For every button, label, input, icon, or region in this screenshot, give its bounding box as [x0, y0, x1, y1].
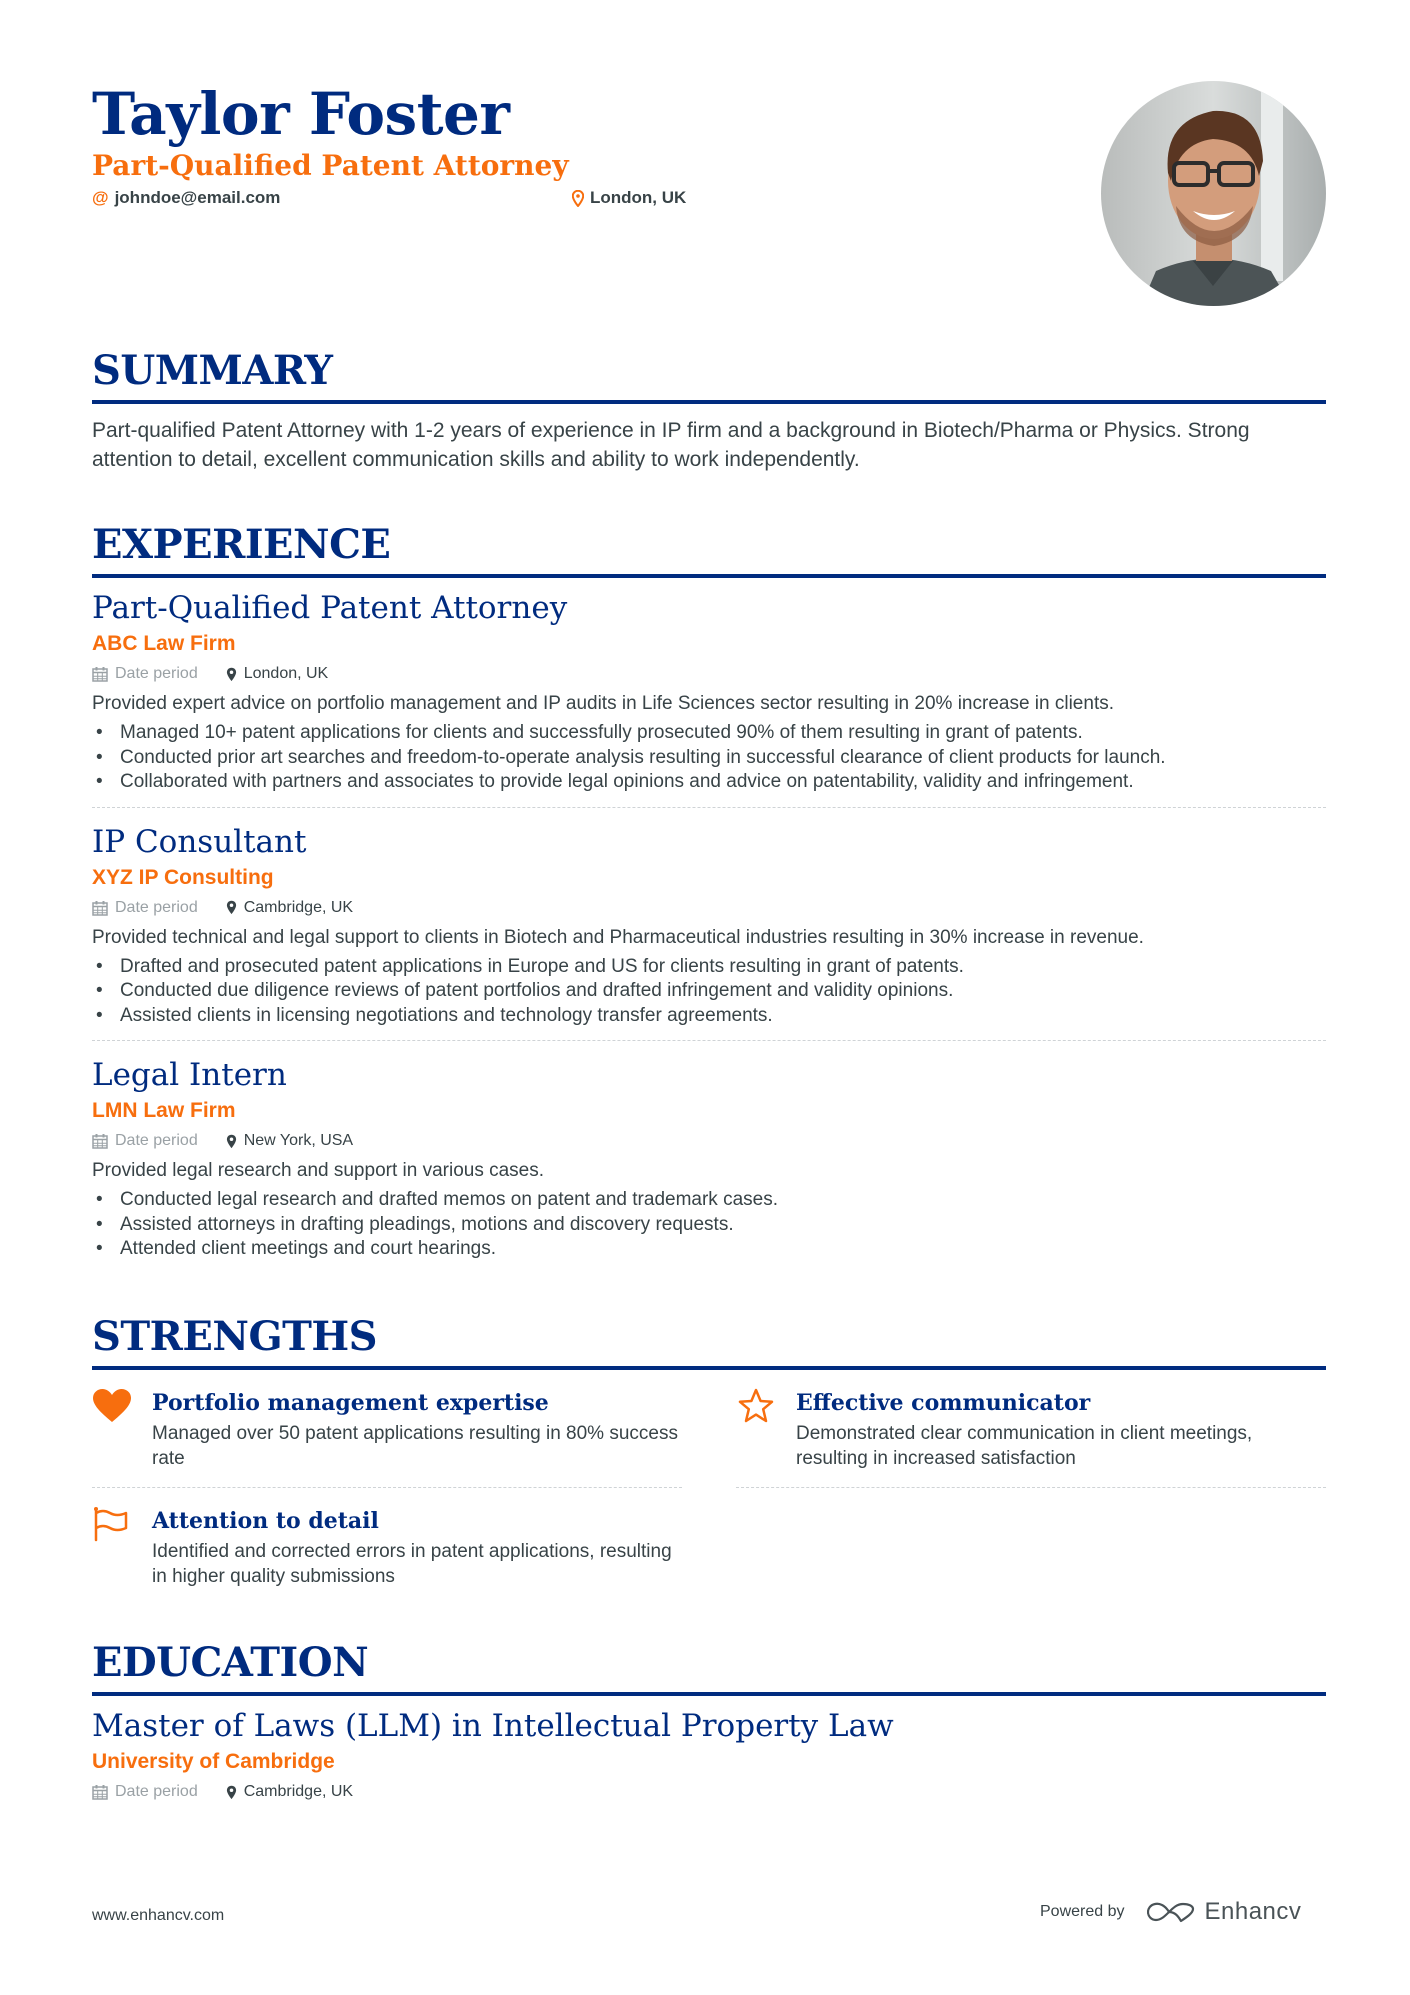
email-text: johndoe@email.com — [114, 188, 281, 207]
map-pin-icon — [226, 900, 237, 915]
strength-item — [736, 1388, 1326, 1488]
job-meta — [92, 896, 1326, 920]
powered-by-label: Powered by — [1040, 1903, 1125, 1920]
company-name: XYZ IP Consulting — [92, 865, 274, 889]
job-description: Provided expert advice on portfolio management and IP audits in Life Sciences sector resulting in 20% increase in clients. — [92, 693, 1115, 714]
map-pin-icon — [572, 190, 584, 207]
bullet-item: • Assisted clients in licensing negotiations and technology transfer agreements. — [92, 1004, 1326, 1029]
strength-title: Portfolio management expertise — [152, 1390, 549, 1416]
summary-text: Part-qualified Patent Attorney with 1-2 years of experience in IP firm and a background in Biotech/Pharma or Physics. Strong attention to detail, excellent communication skills and ability to work independently. — [92, 419, 1250, 471]
education-date — [92, 1780, 198, 1804]
bullet-item: • Conducted prior art searches and freedom-to-operate analysis resulting in successful clearance of client products for launch. — [92, 746, 1326, 771]
calendar-icon — [92, 1133, 108, 1149]
experience-entry — [92, 588, 1326, 808]
footer-website-link[interactable]: www.enhancv.com — [92, 1907, 225, 1924]
bullet-item: • Drafted and prosecuted patent applications in Europe and US for clients resulting in grant of patents. — [92, 955, 1326, 980]
candidate-role: Part-Qualified Patent Attorney — [92, 149, 569, 182]
company-name: ABC Law Firm — [92, 632, 236, 655]
contact-email[interactable] — [92, 188, 280, 208]
job-bullets — [92, 955, 1326, 1029]
profile-photo — [1101, 81, 1326, 306]
job-location — [226, 896, 353, 920]
bullet-item: • Managed 10+ patent applications for clients and successfully prosecuted 90% of them resulting in grant of patents. — [92, 721, 1326, 746]
location-text: Cambridge, UK — [243, 898, 354, 916]
strength-title: Effective communicator — [796, 1390, 1091, 1416]
contact-row — [92, 188, 1032, 214]
calendar-icon — [92, 1784, 108, 1800]
at-sign-icon: @ — [92, 188, 109, 207]
job-meta — [92, 1129, 1326, 1153]
enhancv-logo-icon — [1147, 1900, 1195, 1924]
job-bullets — [92, 721, 1326, 795]
strength-text: Demonstrated clear communication in client meetings, resulting in increased satisfaction — [796, 1423, 1253, 1469]
education-meta — [92, 1780, 1326, 1804]
experience-section — [92, 520, 1326, 1274]
job-meta — [92, 662, 1326, 686]
education-location — [226, 1780, 353, 1804]
job-description: Provided technical and legal support to clients in Biotech and Pharmaceutical industries resulting in 30% increase in revenue. — [92, 926, 1144, 948]
location-text: Cambridge, UK — [243, 1783, 354, 1800]
job-title: IP Consultant — [92, 823, 307, 860]
job-title: Legal Intern — [92, 1057, 287, 1093]
location-text: London, UK — [590, 188, 687, 207]
heart-icon — [92, 1388, 132, 1424]
map-pin-icon — [226, 1785, 237, 1800]
map-pin-icon — [226, 667, 237, 682]
strength-text: Managed over 50 patent applications resulting in 80% success rate — [152, 1423, 678, 1469]
job-location — [226, 662, 329, 686]
experience-entry — [92, 1055, 1326, 1274]
education-section — [92, 1638, 1326, 1816]
section-title-strengths: STRENGTHS — [92, 1313, 378, 1360]
location-text: London, UK — [243, 665, 329, 682]
strengths-grid — [92, 1388, 1326, 1623]
strength-title: Attention to detail — [152, 1508, 379, 1534]
section-divider — [92, 1692, 1326, 1696]
section-divider — [92, 400, 1326, 404]
brand-name: Enhancv — [1204, 1898, 1302, 1925]
job-description: Provided legal research and support in various cases. — [92, 1160, 545, 1181]
resume-header — [92, 78, 1032, 214]
section-divider — [92, 574, 1326, 578]
contact-location — [572, 188, 686, 208]
bullet-item: • Collaborated with partners and associates to provide legal opinions and advice on patentability, validity and infringement. — [92, 770, 1326, 795]
bullet-item: • Assisted attorneys in drafting pleadings, motions and discovery requests. — [92, 1213, 1326, 1238]
section-title-summary: SUMMARY — [92, 347, 333, 394]
degree-title: Master of Laws (LLM) in Intellectual Property Law — [92, 1708, 894, 1744]
date-text: Date period — [115, 898, 198, 916]
bullet-item: • Conducted legal research and drafted memos on patent and trademark cases. — [92, 1188, 1326, 1213]
map-pin-icon — [226, 1134, 237, 1149]
summary-section — [92, 346, 1326, 474]
education-entry — [92, 1706, 1326, 1816]
strength-text: Identified and corrected errors in patent applications, resulting in higher quality submissions — [152, 1541, 672, 1587]
date-text: Date period — [115, 1132, 198, 1149]
job-bullets — [92, 1188, 1326, 1262]
experience-entry — [92, 822, 1326, 1042]
candidate-name: Taylor Foster — [92, 80, 510, 148]
job-title: Part-Qualified Patent Attorney — [92, 590, 568, 626]
date-text: Date period — [115, 1783, 198, 1800]
bullet-item: • Attended client meetings and court hearings. — [92, 1237, 1326, 1262]
strength-item — [92, 1388, 682, 1488]
calendar-icon — [92, 666, 108, 682]
job-date — [92, 1129, 198, 1153]
section-title-experience: EXPERIENCE — [92, 521, 391, 568]
job-date — [92, 896, 198, 920]
section-divider — [92, 1366, 1326, 1370]
footer-branding — [1040, 1898, 1301, 1926]
location-text: New York, USA — [243, 1132, 354, 1149]
avatar-image — [1101, 81, 1326, 306]
section-title-education: EDUCATION — [92, 1639, 369, 1686]
star-icon — [736, 1388, 776, 1424]
bullet-item: • Conducted due diligence reviews of patent portfolios and drafted infringement and validity opinions. — [92, 979, 1326, 1004]
flag-icon — [92, 1506, 132, 1542]
job-date — [92, 662, 198, 686]
job-location — [226, 1129, 353, 1153]
enhancv-logo[interactable] — [1147, 1898, 1302, 1926]
strength-item — [92, 1506, 682, 1589]
calendar-icon — [92, 900, 108, 916]
strengths-section — [92, 1312, 1326, 1623]
date-text: Date period — [115, 665, 198, 682]
company-name: LMN Law Firm — [92, 1099, 236, 1122]
school-name: University of Cambridge — [92, 1750, 335, 1773]
